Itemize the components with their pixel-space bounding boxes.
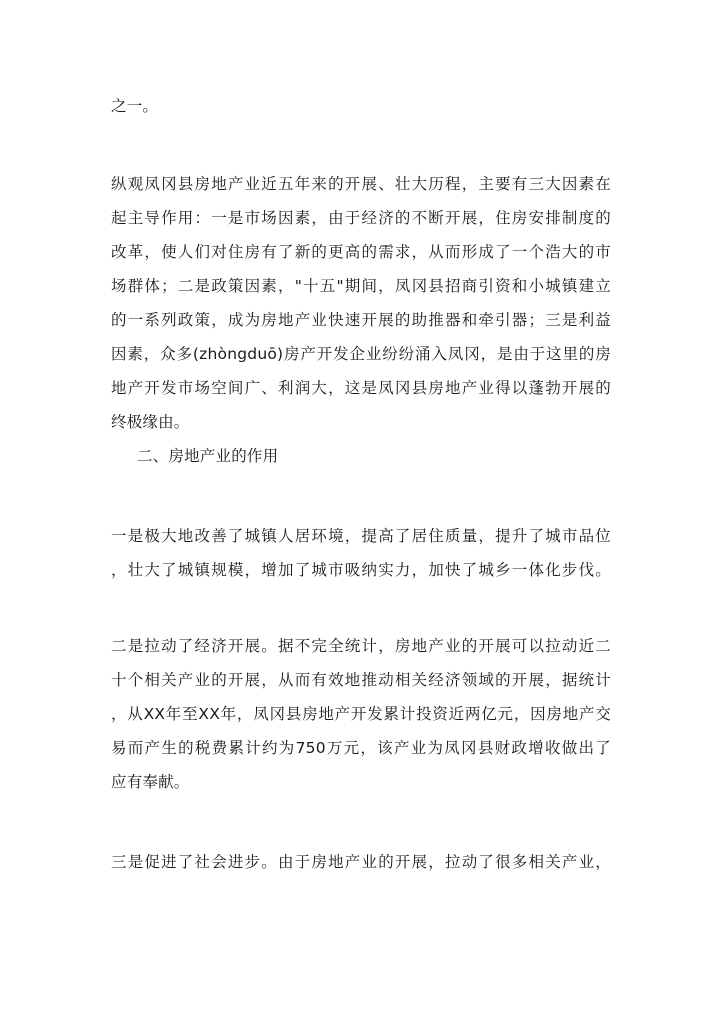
section-heading: 二、房地产业的作用 <box>137 447 279 465</box>
text-line: 纵观凤冈县房地产业近五年来的开展、壮大历程，主要有三大因素在 <box>111 175 611 193</box>
text-line: 二是拉动了经济开展。据不完全统计，房地产业的开展可以拉动近二 <box>111 637 611 655</box>
text-line: 之一。 <box>111 97 159 115</box>
text-line: ，壮大了城镇规模，增加了城市吸纳实力，加快了城乡一体化步伐。 <box>111 561 611 579</box>
text-line: ，从XX年至XX年，凤冈县房地产开发累计投资近两亿元，因房地产交 <box>111 705 611 723</box>
text-line: 十个相关产业的开展，从而有效地推动相关经济领域的开展，据统计 <box>111 671 611 689</box>
text-line: 一是极大地改善了城镇人居环境，提高了居住质量，提升了城市品位 <box>111 527 611 545</box>
text-line: 起主导作用：一是市场因素，由于经济的不断开展，住房安排制度的 <box>111 209 611 227</box>
text-line: 场群体；二是政策因素，"十五"期间，凤冈县招商引资和小城镇建立 <box>111 277 611 295</box>
text-line: 因素，众多(zhòngduō)房产开发企业纷纷涌入凤冈，是由于这里的房 <box>111 345 611 363</box>
text-line: 三是促进了社会进步。由于房地产业的开展，拉动了很多相关产业， <box>111 853 611 871</box>
text-line: 应有奉献。 <box>111 773 190 791</box>
text-line: 的一系列政策，成为房地产业快速开展的助推器和牵引器；三是利益 <box>111 311 611 329</box>
text-line: 终极缘由。 <box>111 413 190 431</box>
text-line: 地产开发市场空间广、利润大，这是凤冈县房地产业得以蓬勃开展的 <box>111 379 611 397</box>
text-line: 易而产生的税费累计约为750万元，该产业为凤冈县财政增收做出了 <box>111 739 611 757</box>
text-line: 改革，使人们对住房有了新的更高的需求，从而形成了一个浩大的市 <box>111 243 611 261</box>
